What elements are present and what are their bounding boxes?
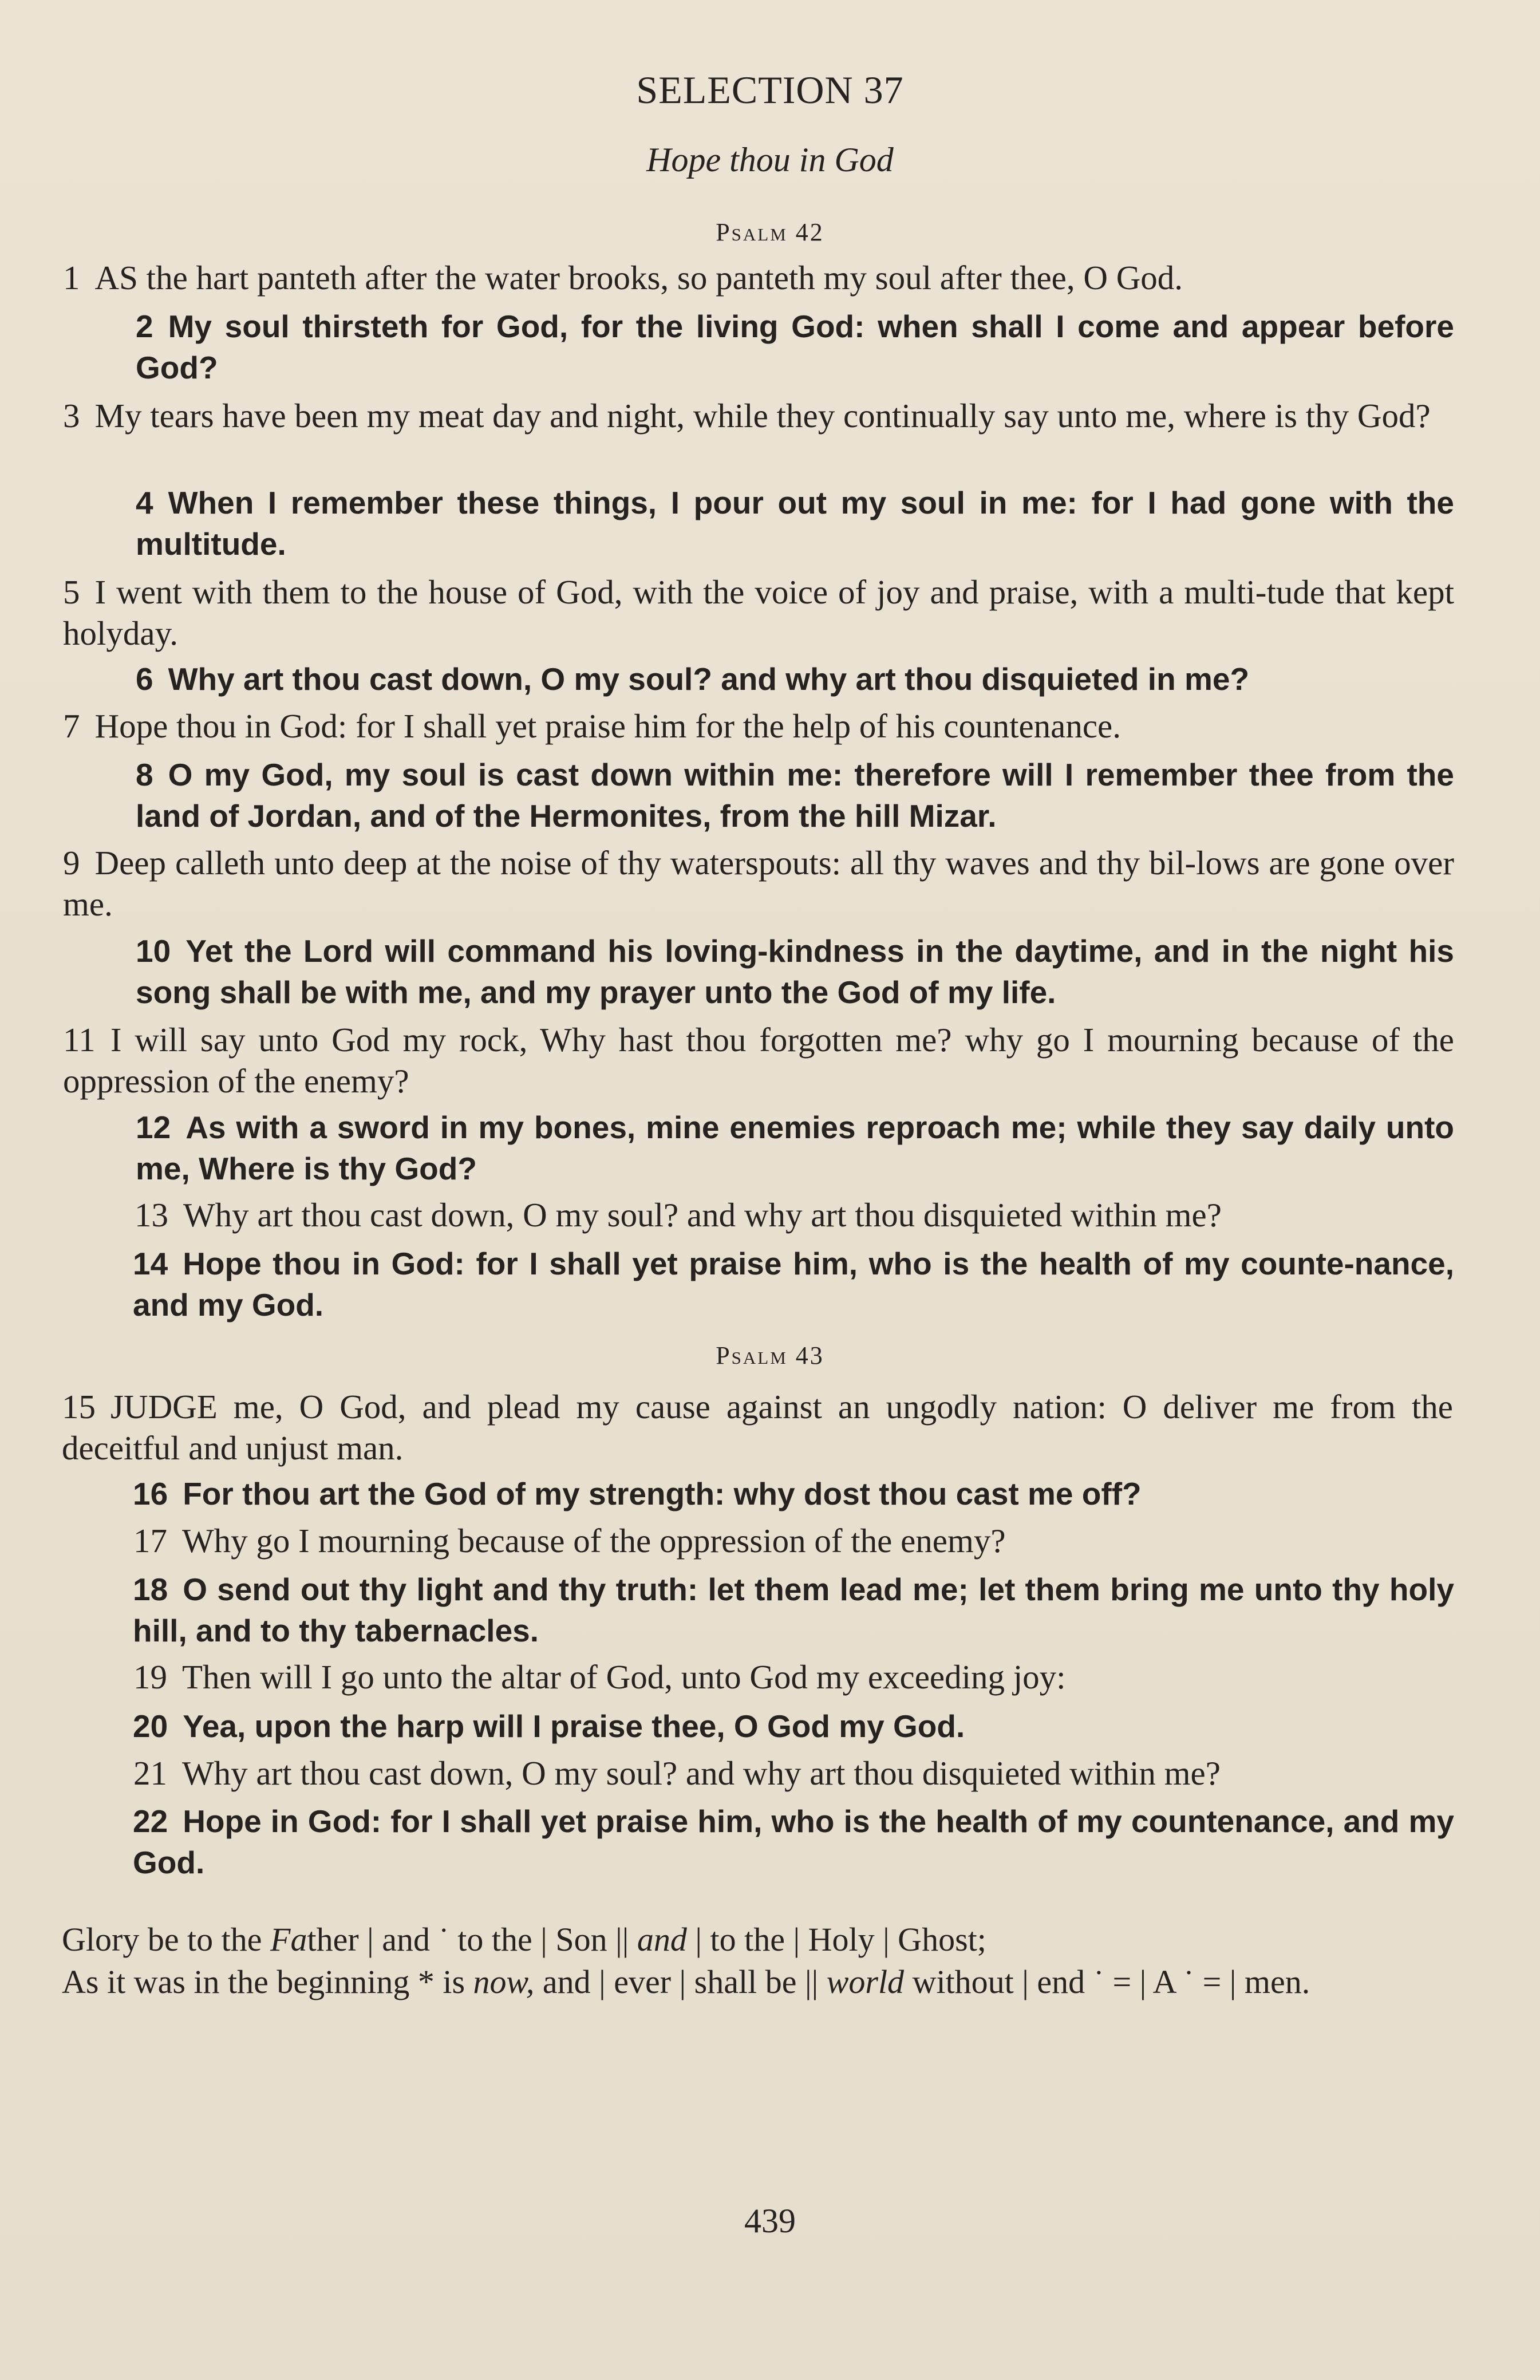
gloria-italic: world <box>826 1963 905 2000</box>
verse-3 <box>63 395 1454 436</box>
verse-6 <box>136 658 1454 700</box>
verse-text: I went with them to the house of God, with the voice of joy and praise, with a multi-tude that kept holyday. <box>63 573 1454 652</box>
verse-number: 12 <box>136 1110 171 1145</box>
verse-text: Hope in God: for I shall yet praise him, who is the health of my countenance, and my God. <box>133 1803 1454 1880</box>
verse-number: 1 <box>63 259 80 297</box>
psalm-42-heading: Psalm 42 <box>716 218 824 246</box>
verse-20 <box>133 1706 1454 1747</box>
verse-number: 4 <box>136 485 153 520</box>
psalm-43-heading: Psalm 43 <box>716 1341 824 1369</box>
verse-number: 11 <box>63 1021 96 1059</box>
verse-number: 10 <box>136 933 171 969</box>
verse-14 <box>133 1243 1454 1325</box>
verse-number: 13 <box>135 1196 168 1234</box>
gloria-line-1 <box>62 1918 1456 1961</box>
verse-8 <box>136 754 1454 836</box>
verse-number: 21 <box>133 1754 167 1792</box>
verse-18 <box>133 1569 1454 1651</box>
verse-text: Hope thou in God: for I shall yet praise him for the help of his countenance. <box>94 707 1121 745</box>
gloria-text: | to the | Holy | Ghost; <box>686 1921 986 1958</box>
gloria-italic: Fa <box>270 1921 307 1958</box>
verse-text: My soul thirsteth for God, for the living God: when shall I come and appear before God? <box>136 309 1454 385</box>
verse-number: 18 <box>133 1572 168 1607</box>
verse-text: Why art thou cast down, O my soul? and why art thou disquieted within me? <box>182 1754 1221 1792</box>
verse-text: O send out thy light and thy truth: let them lead me; let them bring me unto thy holy hill, and to thy tabernacles. <box>133 1572 1454 1648</box>
gloria-text: without | end ˙ = | A ˙ = | men. <box>904 1963 1310 2000</box>
verse-number: 22 <box>133 1803 168 1839</box>
verse-text: O my God, my soul is cast down within me: therefore will I remember thee from the land of Jordan, and of the Hermonites, from the hill Mizar. <box>136 757 1454 834</box>
verse-text: Then will I go unto the altar of God, unto God my exceeding joy: <box>182 1658 1066 1696</box>
selection-subtitle: Hope thou in God <box>646 141 894 179</box>
verse-text: I will say unto God my rock, Why hast thou forgotten me? why go I mourning because of the oppression of the enemy? <box>63 1021 1454 1100</box>
verse-text: Deep calleth unto deep at the noise of thy waterspouts: all thy waves and thy bil-lows are gone over me. <box>63 844 1454 923</box>
verse-number: 8 <box>136 757 153 792</box>
verse-number: 3 <box>63 397 80 435</box>
verse-number: 7 <box>63 707 80 745</box>
verse-number: 9 <box>63 844 80 882</box>
verse-text: Yet the Lord will command his loving-kindness in the daytime, and in the night his song shall be with me, and my prayer unto the God of my life. <box>136 933 1454 1010</box>
verse-21 <box>62 1753 1453 1794</box>
verse-text: Why go I mourning because of the oppression of the enemy? <box>182 1522 1006 1560</box>
verse-15 <box>62 1386 1453 1469</box>
verse-text: AS the hart panteth after the water brooks, so panteth my soul after thee, O God. <box>94 259 1183 297</box>
gloria-text: Glory be to the <box>62 1921 271 1958</box>
verse-number: 5 <box>63 573 80 611</box>
gloria-text: ther | and ˙ to the | Son || <box>307 1921 637 1958</box>
verse-7 <box>63 705 1454 747</box>
verse-5 <box>63 571 1454 654</box>
verse-number: 19 <box>133 1658 167 1696</box>
verse-text: Why art thou cast down, O my soul? and why art thou disquieted within me? <box>183 1196 1222 1234</box>
gloria-text: As it was in the beginning * is <box>62 1963 473 2000</box>
verse-text: Yea, upon the harp will I praise thee, O God my God. <box>183 1708 965 1744</box>
gloria-line-2 <box>62 1960 1529 2004</box>
verse-4 <box>136 482 1454 565</box>
verse-1 <box>63 257 1454 298</box>
verse-text: For thou art the God of my strength: why dost thou cast me off? <box>183 1476 1142 1511</box>
verse-11 <box>63 1019 1454 1102</box>
verse-number: 2 <box>136 309 153 344</box>
gloria-italic: and <box>637 1921 687 1958</box>
verse-number: 17 <box>133 1522 167 1560</box>
verse-number: 15 <box>62 1388 96 1426</box>
gloria-italic: now, <box>473 1963 535 2000</box>
verse-10 <box>136 930 1454 1013</box>
verse-text: JUDGE me, O God, and plead my cause against an ungodly nation: O deliver me from the deceitful and unjust man. <box>62 1388 1453 1467</box>
verse-2 <box>136 306 1454 388</box>
verse-text: When I remember these things, I pour out my soul in me: for I had gone with the multitude. <box>136 485 1454 562</box>
verse-number: 16 <box>133 1476 168 1511</box>
verse-text: As with a sword in my bones, mine enemies reproach me; while they say daily unto me, Where is thy God? <box>136 1110 1454 1186</box>
page-number: 439 <box>744 2202 796 2240</box>
verse-9 <box>63 842 1454 925</box>
verse-13 <box>63 1194 1454 1236</box>
verse-number: 6 <box>136 661 153 697</box>
gloria-text: and | ever | shall be || <box>534 1963 827 2000</box>
verse-17 <box>62 1520 1453 1561</box>
verse-number: 14 <box>133 1246 168 1281</box>
verse-22 <box>133 1801 1454 1883</box>
verse-19 <box>62 1656 1453 1698</box>
verse-number: 20 <box>133 1708 168 1744</box>
verse-text: Hope thou in God: for I shall yet praise him, who is the health of my counte-nance, and my God. <box>133 1246 1454 1323</box>
selection-title: SELECTION 37 <box>636 68 904 112</box>
verse-12 <box>136 1107 1454 1189</box>
verse-16 <box>133 1473 1454 1514</box>
verse-text: Why art thou cast down, O my soul? and why art thou disquieted in me? <box>168 661 1250 697</box>
verse-text: My tears have been my meat day and night, while they continually say unto me, where is thy God? <box>94 397 1431 435</box>
